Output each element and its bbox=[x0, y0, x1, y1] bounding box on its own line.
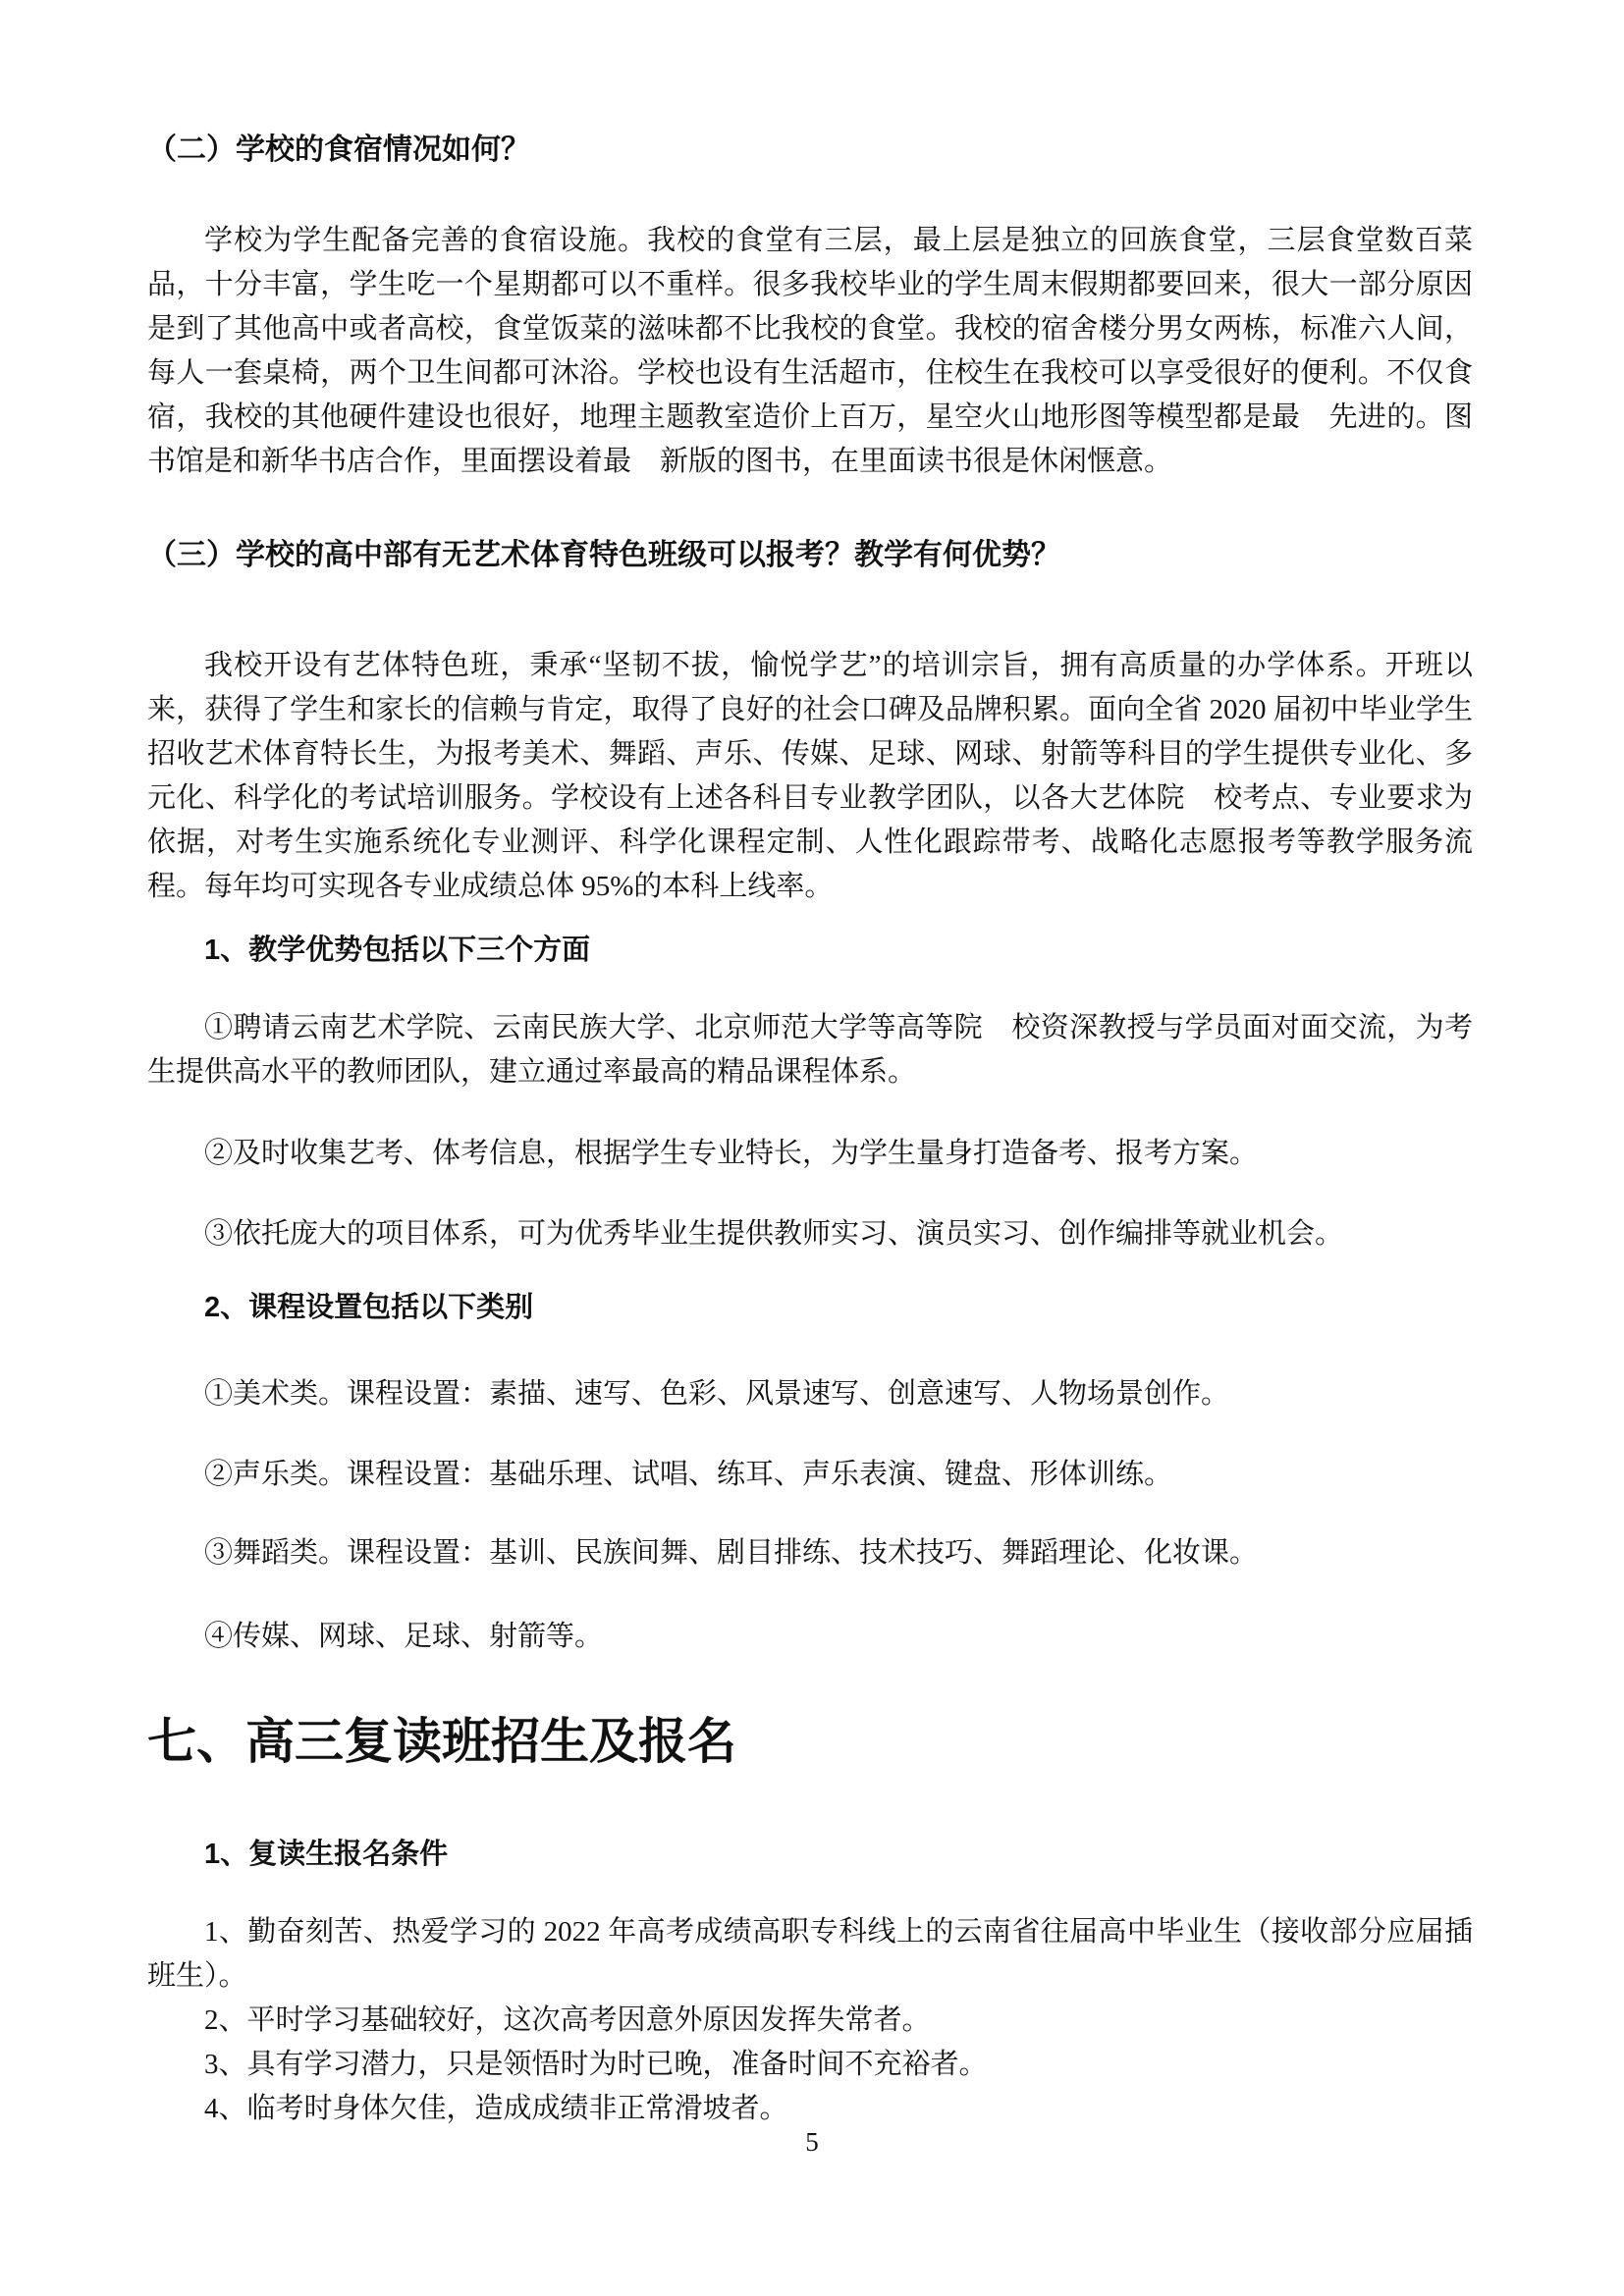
condition-item-4: 4、临考时身体欠佳，造成成绩非正常滑坡者。 bbox=[204, 2093, 788, 2124]
section-heading-repeat-class-enrollment: 七、高三复读班招生及报名 bbox=[147, 1714, 736, 1769]
teaching-advantage-item-2: ②及时收集艺考、体考信息，根据学生专业特长，为学生量身打造备考、报考方案。 bbox=[204, 1138, 1259, 1169]
course-category-item-art: ①美术类。课程设置：素描、速写、色彩、风景速写、创意速写、人物场景创作。 bbox=[204, 1378, 1230, 1410]
subheading-course-categories: 2、课程设置包括以下类别 bbox=[204, 1292, 534, 1323]
page-number: 5 bbox=[805, 2127, 819, 2157]
condition-item-1: 1、勤奋刻苦、热爱学习的 2022 年高考成绩高职专科线上的云南省往届高中毕业生（接收部分应届插班生）。 bbox=[147, 1916, 1473, 1992]
condition-item-3: 3、具有学习潜力，只是领悟时为时已晚，准备时间不充裕者。 bbox=[204, 2049, 988, 2080]
subheading-teaching-advantages: 1、教学优势包括以下三个方面 bbox=[204, 934, 591, 966]
teaching-advantage-item-3: ③依托庞大的项目体系，可为优秀毕业生提供教师实习、演员实习、创作编排等就业机会。 bbox=[204, 1218, 1344, 1250]
question-heading-art-sports-class: （三）学校的高中部有无艺术体育特色班级可以报考？教学有何优势？ bbox=[147, 539, 1060, 571]
condition-item-2: 2、平时学习基础较好，这次高考因意外原因发挥失常者。 bbox=[204, 2004, 931, 2036]
subheading-repeat-student-conditions: 1、复读生报名条件 bbox=[204, 1839, 449, 1870]
question-heading-accommodation: （二）学校的食宿情况如何？ bbox=[147, 133, 530, 166]
answer-paragraph-art-sports-class: 我校开设有艺体特色班，秉承“坚韧不拔，愉悦学艺”的培训宗旨，拥有高质量的办学体系。开班以来，获得了学生和家长的信赖与肯定，取得了良好的社会口碑及品牌积累。面向全省 2020 届初中毕业学生招收艺术体育特长生，为报考美术、舞蹈、声乐、传媒、足球、网球、射箭等科目的学生提供专业化、多元化、科学化的考试培训服务。学校设有上述各科目专业教学团队，以各大艺体院 校考点、专业要求为依据，对考生实施系统化专业测评、科学化课程定制、人性化跟踪带考、战略化志愿报考等教学服务流程。每年均可实现各专业成绩总体 95%的本科上线率。 bbox=[147, 650, 1473, 902]
teaching-advantage-item-1: ①聘请云南艺术学院、云南民族大学、北京师范大学等高等院 校资深教授与学员面对面交流，为考生提供高水平的教师团队，建立通过率最高的精品课程体系。 bbox=[147, 1012, 1473, 1088]
course-category-item-dance: ③舞蹈类。课程设置：基训、民族间舞、剧目排练、技术技巧、舞蹈理论、化妆课。 bbox=[204, 1537, 1259, 1569]
course-category-item-media-sports: ④传媒、网球、足球、射箭等。 bbox=[204, 1621, 604, 1652]
repeat-student-conditions-list bbox=[147, 1910, 1473, 2131]
answer-paragraph-accommodation: 学校为学生配备完善的食宿设施。我校的食堂有三层，最上层是独立的回族食堂，三层食堂数百菜品，十分丰富，学生吃一个星期都可以不重样。很多我校毕业的学生周末假期都要回来，很大一部分原因是到了其他高中或者高校，食堂饭菜的滋味都不比我校的食堂。我校的宿舍楼分男女两栋，标准六人间，每人一套桌椅，两个卫生间都可沐浴。学校也设有生活超市，住校生在我校可以享受很好的便利。不仅食宿，我校的其他硬件建设也很好，地理主题教室造价上百万，星空火山地形图等模型都是最 先进的。图书馆是和新华书店合作，里面摆设着最 新版的图书，在里面读书很是休闲惬意。 bbox=[147, 225, 1473, 477]
course-category-item-vocal: ②声乐类。课程设置：基础乐理、试唱、练耳、声乐表演、键盘、形体训练。 bbox=[204, 1459, 1173, 1490]
